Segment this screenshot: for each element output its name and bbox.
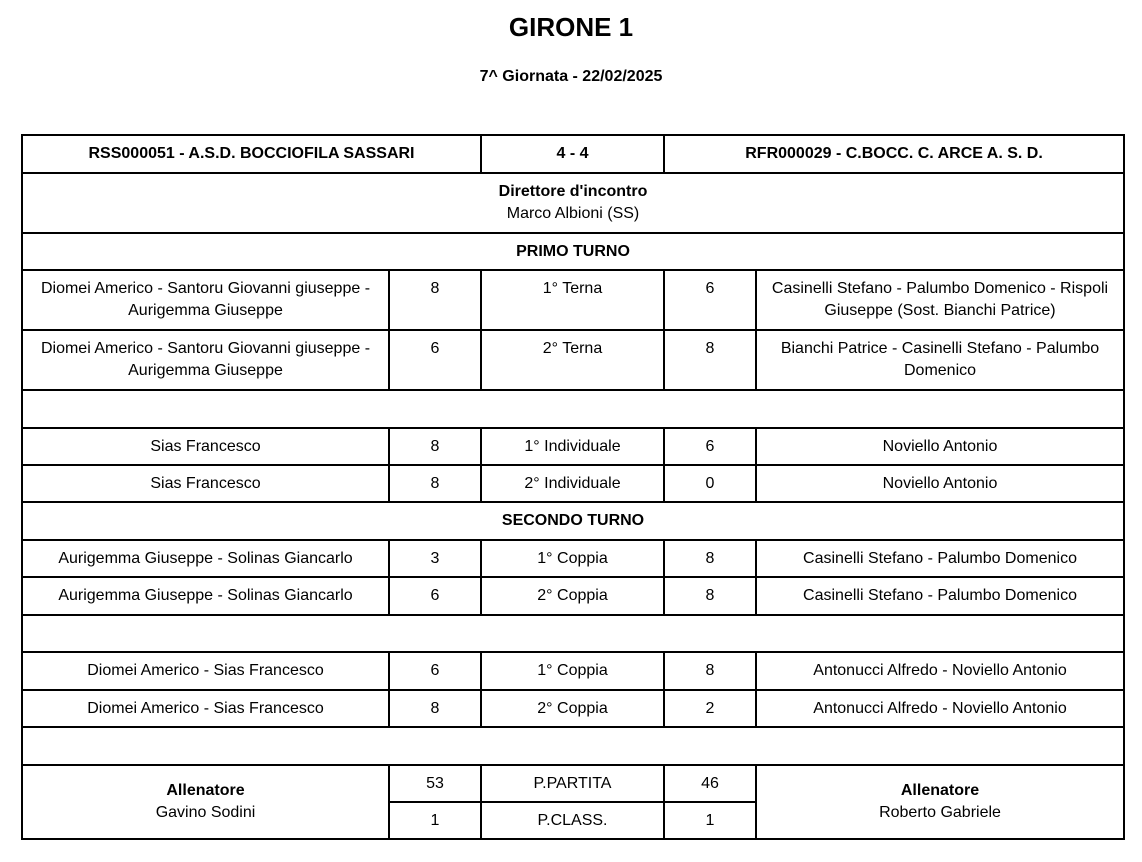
game-away-players: Casinelli Stefano - Palumbo Domenico - Rispoli Giuseppe (Sost. Bianchi Patrice): [756, 270, 1124, 330]
round-header-row: [22, 233, 1124, 270]
game-away-score: 0: [664, 465, 756, 502]
spacer-row: [22, 390, 1124, 428]
game-home-players: Diomei Americo - Sias Francesco: [22, 652, 389, 690]
game-away-score: 6: [664, 428, 756, 465]
match-score: 4 - 4: [481, 135, 664, 173]
game-row: [22, 465, 1124, 502]
game-event: 1° Individuale: [481, 428, 664, 465]
game-home-players: Sias Francesco: [22, 428, 389, 465]
home-coach-cell: [22, 765, 389, 839]
game-home-score: 6: [389, 652, 481, 690]
game-away-players: Antonucci Alfredo - Noviello Antonio: [756, 652, 1124, 690]
game-home-score: 6: [389, 330, 481, 390]
home-coach-label: Allenatore: [166, 782, 245, 799]
spacer-cell: [22, 390, 1124, 428]
game-event: 1° Terna: [481, 270, 664, 330]
game-home-score: 8: [389, 270, 481, 330]
spacer-row: [22, 727, 1124, 765]
game-away-score: 6: [664, 270, 756, 330]
game-away-players: Noviello Antonio: [756, 428, 1124, 465]
game-event: 2° Coppia: [481, 577, 664, 615]
page-title: GIRONE 1: [508, 12, 634, 42]
class-points-label: P.CLASS.: [481, 802, 664, 839]
footer-row: [22, 765, 1124, 802]
game-home-score: 8: [389, 428, 481, 465]
game-away-players: Noviello Antonio: [756, 465, 1124, 502]
game-away-players: Antonucci Alfredo - Noviello Antonio: [756, 690, 1124, 727]
game-away-score: 8: [664, 330, 756, 390]
game-row: [22, 330, 1124, 390]
game-home-players: Aurigemma Giuseppe - Solinas Giancarlo: [22, 577, 389, 615]
away-coach-cell: [756, 765, 1124, 839]
page-subtitle: 7^ Giornata - 22/02/2025: [479, 68, 663, 85]
game-row: [22, 428, 1124, 465]
game-home-score: 8: [389, 690, 481, 727]
away-team: RFR000029 - C.BOCC. C. ARCE A. S. D.: [664, 135, 1124, 173]
game-away-players: Bianchi Patrice - Casinelli Stefano - Palumbo Domenico: [756, 330, 1124, 390]
game-home-players: Sias Francesco: [22, 465, 389, 502]
game-row: [22, 690, 1124, 727]
game-away-players: Casinelli Stefano - Palumbo Domenico: [756, 577, 1124, 615]
game-home-players: Aurigemma Giuseppe - Solinas Giancarlo: [22, 540, 389, 577]
match-points-label: P.PARTITA: [481, 765, 664, 802]
game-away-score: 8: [664, 540, 756, 577]
spacer-cell: [22, 727, 1124, 765]
game-event: 2° Individuale: [481, 465, 664, 502]
game-home-score: 3: [389, 540, 481, 577]
home-team: RSS000051 - A.S.D. BOCCIOFILA SASSARI: [22, 135, 481, 173]
game-event: 1° Coppia: [481, 540, 664, 577]
game-event: 2° Coppia: [481, 690, 664, 727]
away-class-points: 1: [664, 802, 756, 839]
game-away-players: Casinelli Stefano - Palumbo Domenico: [756, 540, 1124, 577]
game-event: 2° Terna: [481, 330, 664, 390]
game-home-players: Diomei Americo - Santoru Giovanni giuseppe - Aurigemma Giuseppe: [22, 270, 389, 330]
game-row: [22, 577, 1124, 615]
spacer-row: [22, 615, 1124, 652]
away-coach-label: Allenatore: [900, 782, 980, 799]
director-label: Direttore d'incontro: [498, 183, 648, 200]
game-home-score: 6: [389, 577, 481, 615]
home-class-points: 1: [389, 802, 481, 839]
round-header-row: [22, 502, 1124, 540]
first-round-label: PRIMO TURNO: [22, 233, 1124, 270]
game-home-players: Diomei Americo - Santoru Giovanni giuseppe - Aurigemma Giuseppe: [22, 330, 389, 390]
second-round-label: SECONDO TURNO: [22, 502, 1124, 540]
game-away-score: 8: [664, 652, 756, 690]
match-header-row: [22, 135, 1124, 173]
game-event: 1° Coppia: [481, 652, 664, 690]
game-away-score: 8: [664, 577, 756, 615]
match-report-table: [21, 134, 1125, 840]
spacer-cell: [22, 615, 1124, 652]
game-home-players: Diomei Americo - Sias Francesco: [22, 690, 389, 727]
game-home-score: 8: [389, 465, 481, 502]
game-row: [22, 652, 1124, 690]
game-row: [22, 540, 1124, 577]
away-coach-name: Roberto Gabriele: [879, 804, 1001, 821]
game-away-score: 2: [664, 690, 756, 727]
director-cell: [22, 173, 1124, 233]
home-match-points: 53: [389, 765, 481, 802]
away-match-points: 46: [664, 765, 756, 802]
director-row: [22, 173, 1124, 233]
game-row: [22, 270, 1124, 330]
director-name: Marco Albioni (SS): [506, 205, 640, 222]
home-coach-name: Gavino Sodini: [155, 804, 256, 821]
